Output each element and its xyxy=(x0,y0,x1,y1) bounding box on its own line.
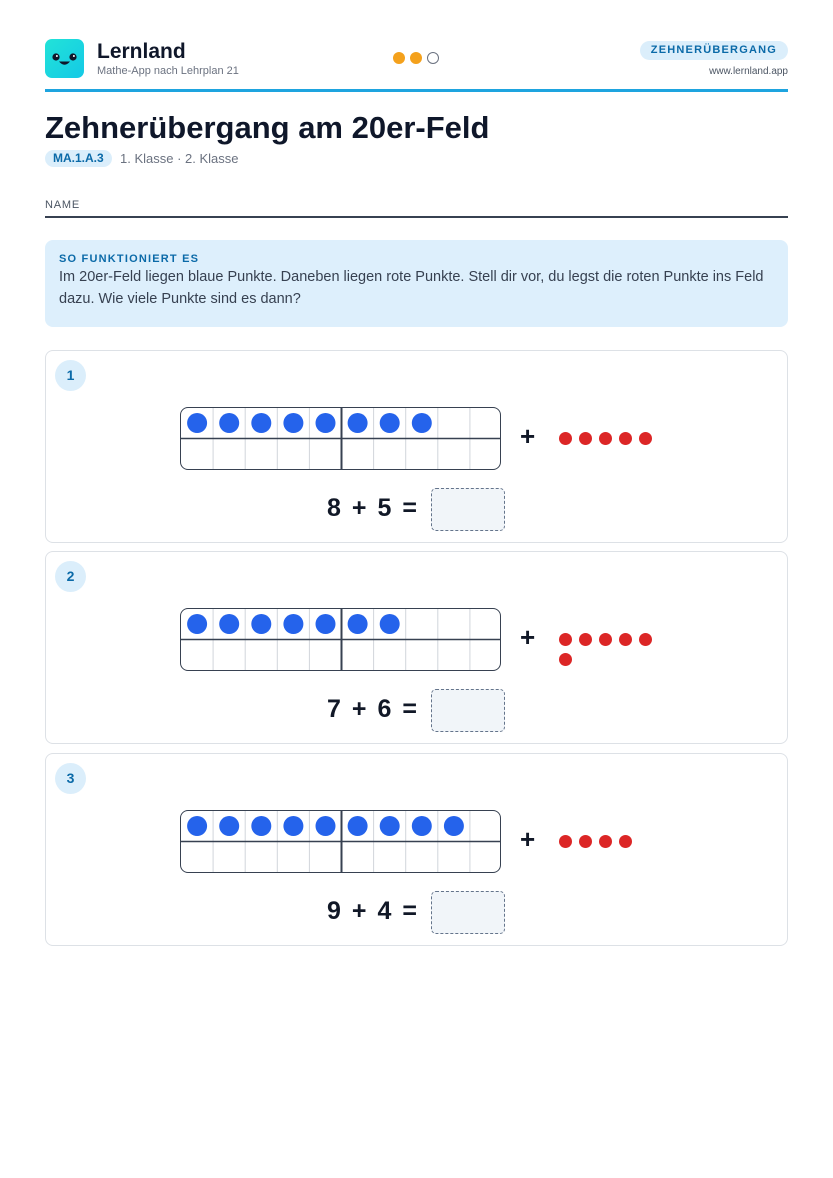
red-dot xyxy=(619,835,632,848)
level-dot-filled xyxy=(410,52,422,64)
red-dot xyxy=(599,633,612,646)
addend-a: 8 xyxy=(327,494,341,522)
brand-name: Lernland xyxy=(97,40,186,63)
blue-dot xyxy=(412,413,432,433)
operator: + xyxy=(351,494,367,522)
blue-dot xyxy=(348,413,368,433)
task-number: 1 xyxy=(55,360,86,391)
task-number: 2 xyxy=(55,561,86,592)
equals-sign: = xyxy=(402,494,418,522)
red-dot xyxy=(559,835,572,848)
blue-dot xyxy=(187,614,207,634)
red-dot xyxy=(579,432,592,445)
topic-tag: ZEHNERÜBERGANG xyxy=(640,41,788,60)
red-dot xyxy=(559,653,572,666)
instruction-box xyxy=(45,240,788,327)
plus-sign: + xyxy=(520,824,536,854)
blue-dot xyxy=(187,413,207,433)
task-card xyxy=(45,753,788,946)
blue-dot xyxy=(316,614,336,634)
plus-sign: + xyxy=(520,622,536,652)
equation xyxy=(327,695,428,724)
blue-dot xyxy=(219,816,239,836)
twenty-field xyxy=(180,608,501,671)
blue-dot xyxy=(412,816,432,836)
plus-sign: + xyxy=(520,421,536,451)
equals-sign: = xyxy=(402,695,418,723)
website-url: www.lernland.app xyxy=(709,66,788,77)
instruction-heading: SO FUNKTIONIERT ES xyxy=(59,253,200,265)
red-dot xyxy=(559,633,572,646)
level-dot-empty xyxy=(427,52,439,64)
red-dot xyxy=(599,835,612,848)
operator: + xyxy=(351,897,367,925)
red-dot xyxy=(639,633,652,646)
curriculum-code-badge: MA.1.A.3 xyxy=(45,150,112,167)
blue-dot xyxy=(251,816,271,836)
logo-icon xyxy=(45,39,84,78)
twenty-field xyxy=(180,810,501,873)
equation xyxy=(327,897,428,926)
grade-label: 1. Klasse · 2. Klasse xyxy=(120,151,239,166)
name-line xyxy=(45,216,788,218)
answer-box[interactable] xyxy=(431,891,505,934)
header xyxy=(45,38,788,90)
blue-dot xyxy=(380,816,400,836)
blue-dot xyxy=(380,413,400,433)
page-title: Zehnerübergang am 20er-Feld xyxy=(45,110,490,145)
blue-dot xyxy=(219,614,239,634)
blue-dot xyxy=(251,413,271,433)
answer-box[interactable] xyxy=(431,689,505,732)
operator: + xyxy=(351,695,367,723)
red-dot xyxy=(639,432,652,445)
red-dot xyxy=(619,432,632,445)
blue-dot xyxy=(283,816,303,836)
addend-b: 6 xyxy=(377,695,392,723)
blue-dot xyxy=(380,614,400,634)
red-dot xyxy=(559,432,572,445)
blue-dot xyxy=(219,413,239,433)
brand-subtitle: Mathe-App nach Lehrplan 21 xyxy=(97,65,239,77)
header-divider xyxy=(45,89,788,92)
addend-a: 7 xyxy=(327,695,341,723)
instruction-text: Im 20er-Feld liegen blaue Punkte. Daneben liegen rote Punkte. Stell dir vor, du legst die roten Punkte ins Feld dazu. Wie viele Punkte sind es dann? xyxy=(59,269,764,307)
equation xyxy=(327,494,428,523)
red-dot xyxy=(579,633,592,646)
blue-dot xyxy=(187,816,207,836)
red-dots xyxy=(559,432,669,445)
addend-b: 4 xyxy=(377,897,392,925)
twenty-field xyxy=(180,407,501,470)
blue-dot xyxy=(444,816,464,836)
task-number: 3 xyxy=(55,763,86,794)
task-card xyxy=(45,350,788,543)
blue-dot xyxy=(316,413,336,433)
red-dot xyxy=(579,835,592,848)
blue-dot xyxy=(251,614,271,634)
blue-dot xyxy=(283,413,303,433)
blue-dot xyxy=(348,614,368,634)
level-dot-filled xyxy=(393,52,405,64)
addend-b: 5 xyxy=(377,494,392,522)
answer-box[interactable] xyxy=(431,488,505,531)
red-dots xyxy=(559,633,669,666)
level-indicator xyxy=(393,52,439,64)
red-dots xyxy=(559,835,669,848)
task-card xyxy=(45,551,788,744)
blue-dot xyxy=(348,816,368,836)
name-label: NAME xyxy=(45,199,80,211)
blue-dot xyxy=(316,816,336,836)
addend-a: 9 xyxy=(327,897,341,925)
blue-dot xyxy=(283,614,303,634)
red-dot xyxy=(619,633,632,646)
red-dot xyxy=(599,432,612,445)
equals-sign: = xyxy=(402,897,418,925)
